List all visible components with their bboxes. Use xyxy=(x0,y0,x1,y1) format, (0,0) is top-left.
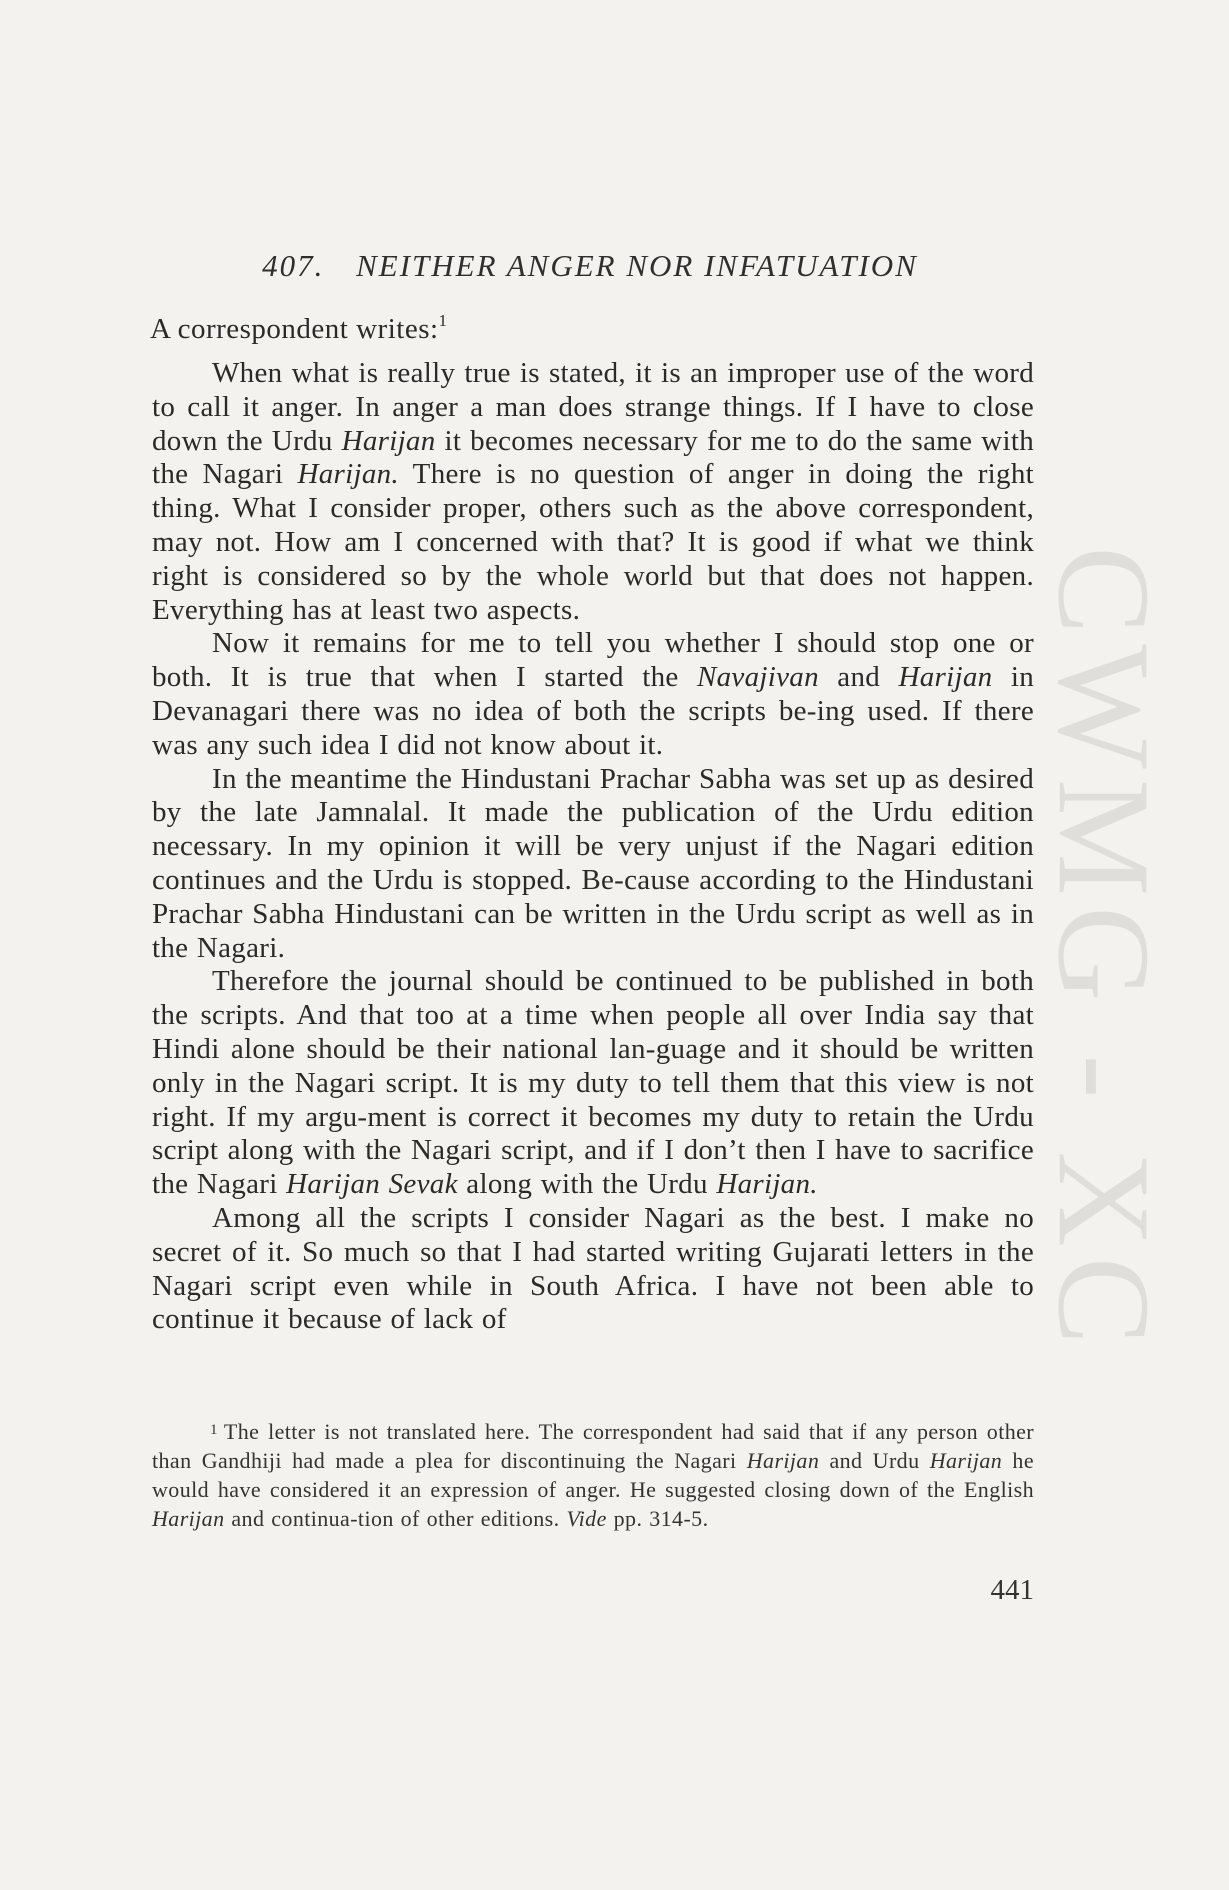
text-run: and Urdu xyxy=(819,1448,930,1473)
text-run: and xyxy=(818,661,899,694)
paragraph xyxy=(152,357,1034,627)
text-run: There is no question of anger in doing the right thing. What I consider proper, others such as the above correspondent, may not. How am I concerned with that? It is good if what we think right is considered so by the whole world but that does not happen. Everything has at least two aspects. xyxy=(152,458,1034,626)
text-run: it becomes necessary for me to do the same with the Nagari xyxy=(152,424,1034,491)
watermark xyxy=(1030,540,1178,1360)
text-run: Among all the scripts I consider Nagari as the best. I make no secret of it. So much so that I had started writing Gujarati letters in the Nagari script even while in South Africa. I have not been able to continue it because of lack of xyxy=(152,1201,1034,1336)
italic-title: Harijan. xyxy=(716,1168,818,1201)
italic-title: Harijan xyxy=(341,424,436,457)
text-run: When what is really true is stated, it is an improper use of the word to call it anger. In anger a man does strange things. If I have to close down the Urdu xyxy=(152,357,1034,457)
footnote-mark: 1 xyxy=(210,1422,218,1438)
footnote xyxy=(152,1417,1034,1533)
italic-title: Harijan xyxy=(929,1448,1003,1473)
paragraph xyxy=(152,627,1034,762)
text-run: along with the Urdu xyxy=(457,1168,717,1201)
italic-title: Harijan. xyxy=(297,458,399,491)
text-run: In the meantime the Hindustani Prachar Sabha was set up as desired by the late Jamnalal. It made the publication of the Urdu edition necessary. In my opinion it will be very unjust if the Nagari edition continues and the Urdu is stopped. Be-cause according to the Hindustani Prachar Sabha Hindustani can be written in the Urdu script as well as in the Nagari. xyxy=(152,762,1034,964)
quoted-letter-body xyxy=(152,357,1034,1337)
text-run: he would have considered it an expression of anger. He suggested closing down of the English xyxy=(152,1448,1034,1502)
footnote-reference: 1 xyxy=(438,311,448,330)
watermark-text: CWMG - XC xyxy=(1030,545,1178,1355)
paragraph xyxy=(152,965,1034,1202)
page-number: 441 xyxy=(990,1574,1034,1606)
text-run: Now it remains for me to tell you whether I should stop one or both. It is true that when I started the xyxy=(152,627,1034,694)
italic-title: Harijan xyxy=(898,661,993,694)
footnote-paragraph xyxy=(152,1417,1034,1533)
text-run: pp. 314-5. xyxy=(606,1506,709,1531)
italic-title: Navajivan xyxy=(696,661,819,694)
paragraph xyxy=(152,763,1034,966)
italic-title: Harijan xyxy=(152,1506,225,1531)
text-run: Therefore the journal should be continued to be published in both the scripts. And that too at a time when people all over India say that Hindi alone should be their national lan-guage and it should be written only in the Nagari script. It is my duty to tell them that this view is not right. If my argu-ment is correct it becomes my duty to retain the Urdu script along with the Nagari script, and if I don’t then I have to sacrifice the Nagari xyxy=(152,965,1034,1201)
chapter-heading xyxy=(150,248,1030,284)
text-run: in Devanagari there was no idea of both the scripts be-ing used. If there was any such idea I did not know about it. xyxy=(152,661,1035,761)
italic-title: Harijan Sevak xyxy=(286,1168,458,1201)
intro-line xyxy=(150,313,448,346)
intro-text: A correspondent writes: xyxy=(150,313,439,345)
text-run: and continua-tion of other editions. xyxy=(224,1506,567,1531)
paragraph xyxy=(152,1202,1034,1337)
italic-title: Harijan xyxy=(746,1448,820,1473)
chapter-number: 407. xyxy=(262,248,325,283)
italic-title: Vide xyxy=(566,1506,607,1531)
chapter-title: NEITHER ANGER NOR INFATUATION xyxy=(356,248,918,283)
text-run: The letter is not translated here. The correspondent had said that if any person other than Gandhiji had made a plea for discontinuing the Nagari xyxy=(152,1419,1034,1473)
